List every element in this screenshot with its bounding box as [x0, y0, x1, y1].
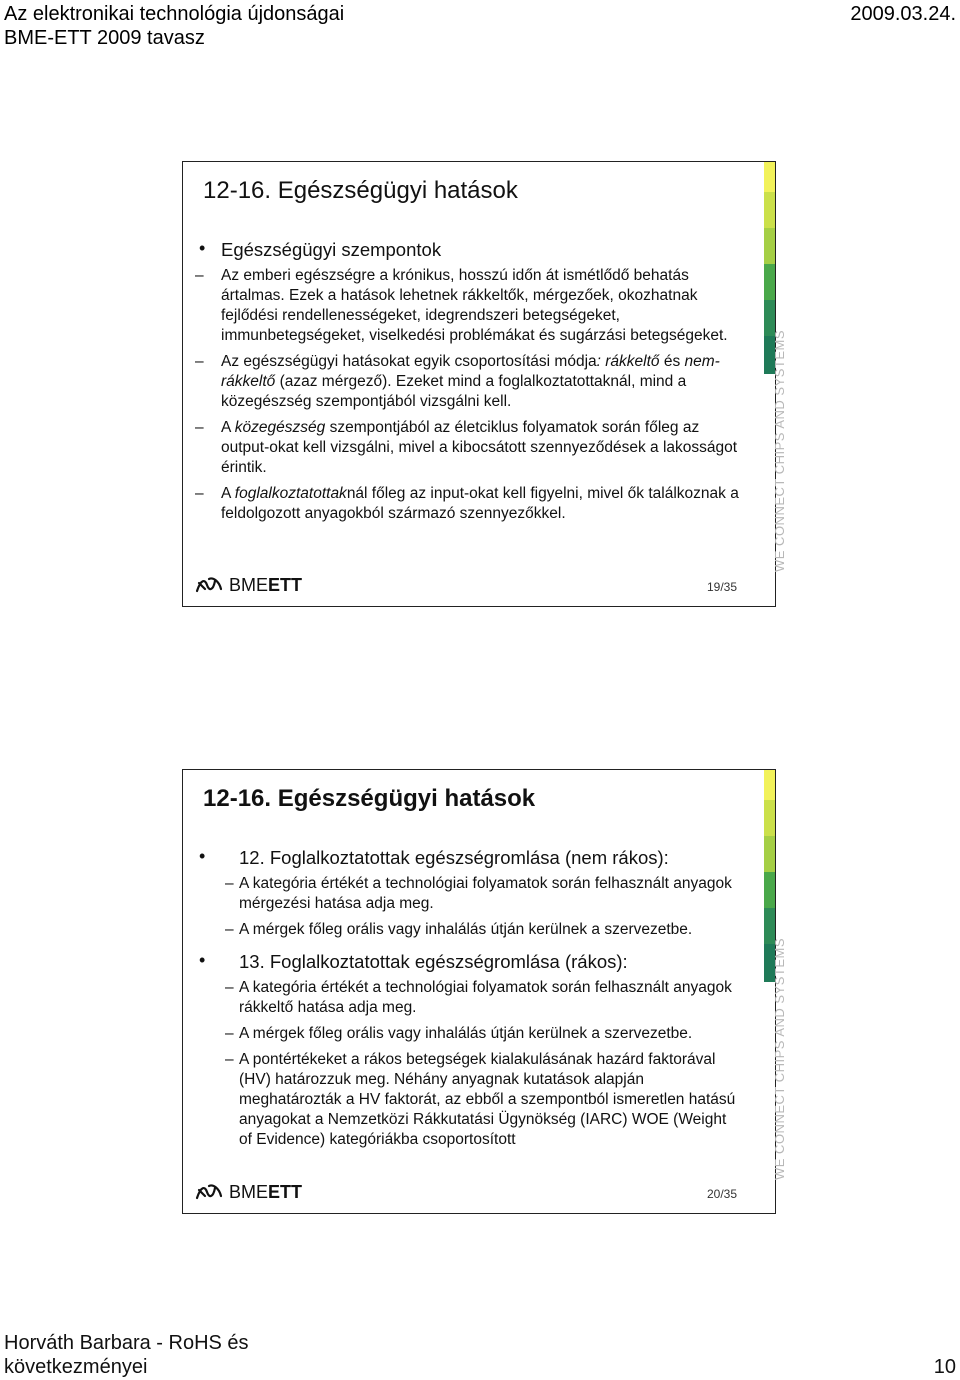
bullet-item — [187, 238, 742, 262]
logo-icon — [195, 1182, 223, 1202]
sub-bullet-text: A kategória értékét a technológiai folyamatok során felhasznált anyagok mérgezési hatása adja meg. — [239, 875, 732, 912]
sub-bullet-text: A mérgek főleg orális vagy inhalálás útján kerülnek a szervezetbe. — [239, 1025, 693, 1042]
sub-bullet-text: Az egészségügyi hatásokat egyik csoportosítási módja: rákkeltő és nem-rákkeltő (azaz mérgező). Ezeket mind a foglalkoztatottaknál, mind a közegészség szempontjából vizsgálni kell. — [221, 353, 720, 410]
slide-title: 12-16. Egészségügyi hatások — [203, 785, 536, 812]
sub-bullet — [187, 1050, 742, 1150]
sub-bullet-text: A mérgek főleg orális vagy inhalálás útján kerülnek a szervezetbe. — [239, 921, 693, 938]
dash-icon: – — [225, 875, 234, 892]
document-subtitle: BME-ETT 2009 tavasz — [4, 27, 205, 49]
sub-bullet — [187, 874, 742, 914]
bullet-text: 12. Foglalkoztatottak egészségromlása (nem rákos): — [239, 847, 669, 868]
bullet-text: 13. Foglalkoztatottak egészségromlása (rákos): — [239, 951, 628, 972]
sub-bullet — [187, 352, 742, 412]
slide-content — [187, 846, 742, 1156]
slide-page-number: 19/35 — [706, 580, 737, 594]
bullet-dot-icon: • — [199, 846, 206, 866]
sub-bullet-text: A közegészség szempontjából az életciklus folyamatok során főleg az output-okat kell vizsgálni, mivel a kibocsátott szennyeződések a lakosságot érintik. — [221, 419, 738, 476]
sub-bullet — [187, 978, 742, 1018]
dash-icon: – — [195, 267, 204, 284]
sub-bullet — [187, 920, 742, 940]
slide-content — [187, 238, 742, 530]
document-title: Az elektronikai technológia újdonságai — [4, 3, 345, 25]
sub-bullet-text: A kategória értékét a technológiai folyamatok során felhasznált anyagok rákkeltő hatása adja meg. — [239, 979, 732, 1016]
logo-text: BMEETT — [229, 1181, 303, 1202]
footer-page-number: 10 — [933, 1356, 956, 1378]
dash-icon: – — [195, 419, 204, 436]
sub-bullet-text: A pontértékeket a rákos betegségek kialakulásának hazárd faktorával (HV) határozzuk meg. Néhány anyagnak kutatások alapján meghatározták a HV faktorát, az ebből a szempontból ismeretlen hatású anyagokat a Nemzetközi Rákkutatási Ügynökség (IARC) WOE (Weight of Evidence) kategóriákba csoportosított — [239, 1051, 736, 1148]
logo-icon — [195, 575, 223, 595]
dash-icon: – — [195, 485, 204, 502]
logo-text: BMEETT — [229, 574, 303, 595]
dash-icon: – — [225, 1025, 234, 1042]
slide-slogan: WE CONNECT CHIPS AND SYSTEMS — [772, 329, 787, 572]
sub-bullet — [187, 1024, 742, 1044]
sub-bullet-text: Az emberi egészségre a krónikus, hosszú időn át ismétlődő behatás ártalmas. Ezek a hatások lehetnek rákkeltők, mérgezőek, okozhatnak fejlődési rendellenességeket, idegrendszeri betegségeket, immunbetegségeket, viselkedési problémákat és sugárzási betegségeket. — [221, 267, 728, 344]
footer-author-line1: Horváth Barbara - RoHS és — [4, 1332, 249, 1354]
bmeett-logo — [195, 1181, 302, 1203]
dash-icon: – — [195, 353, 204, 370]
sub-bullet — [187, 418, 742, 478]
sub-bullet-text: A foglalkoztatottaknál főleg az input-okat kell figyelni, mivel ők találkoznak a feldolgozott anyagokból származó szennyezőkkel. — [221, 485, 739, 522]
bullet-text: Egészségügyi szempontok — [221, 239, 442, 260]
dash-icon: – — [225, 1051, 234, 1068]
slide-title: 12-16. Egészségügyi hatások — [203, 177, 518, 204]
dash-icon: – — [225, 921, 234, 938]
slide-19 — [182, 161, 787, 607]
sub-bullet — [187, 266, 742, 346]
slide-slogan: WE CONNECT CHIPS AND SYSTEMS — [772, 937, 787, 1180]
bullet-dot-icon: • — [199, 238, 206, 258]
sub-bullet — [187, 484, 742, 524]
slide-20 — [182, 769, 787, 1214]
footer-author-line2: következményei — [4, 1356, 148, 1378]
bullet-item — [187, 950, 742, 974]
document-date: 2009.03.24. — [850, 3, 956, 25]
bullet-dot-icon: • — [199, 950, 206, 970]
bullet-item — [187, 846, 742, 870]
slide-page-number: 20/35 — [706, 1187, 737, 1201]
bmeett-logo — [195, 574, 302, 596]
dash-icon: – — [225, 979, 234, 996]
